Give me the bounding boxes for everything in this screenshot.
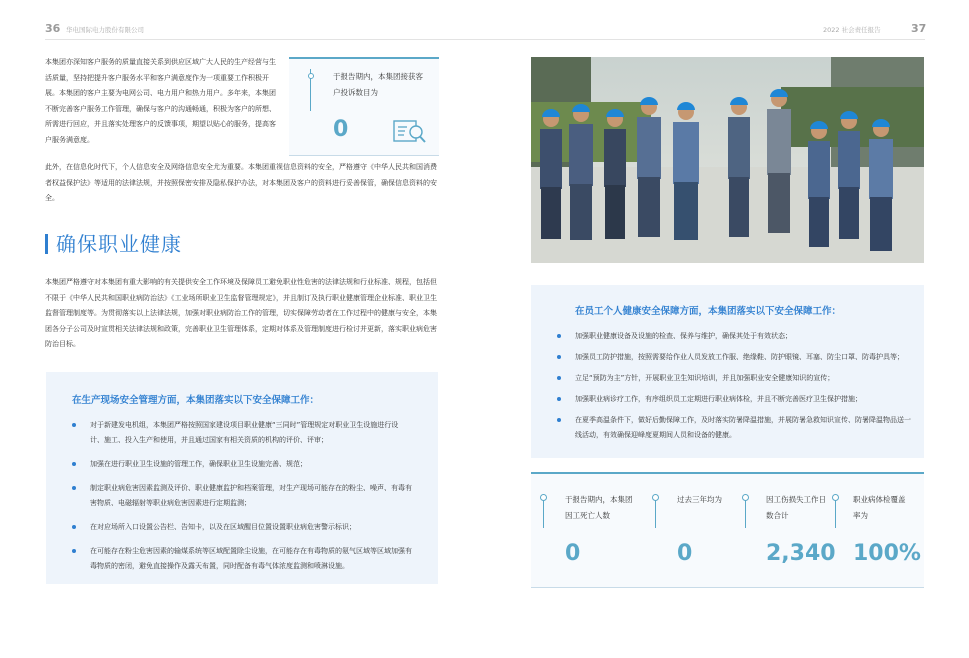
stat-label: 过去三年均为 <box>677 495 722 504</box>
stat-dot <box>742 494 749 501</box>
section-body: 本集团严格遵守对本集团有重大影响的有关提供安全工作环境及保障员工避免职业性危害的法律法规和行业标准、规程，包括但不限于《中华人民共和国职业病防治法》《工业场所职业卫生监督管理规定》，并且制订及执行职业健康管理企业标准、职业卫生监督管理制度等。为贯彻落实以上法律法规，加强对职业病防治工作的管理，切实保障劳动者在工作过程中的健康与安全，本集团各分子公司及时宣贯相关法律法规和政策，完善职业卫生管理体系，定期对体系及管理制度进行检讨并更新，落实职业病危害防治目标。 <box>45 278 437 348</box>
list-item: 在夏季高温条件下，做好后勤保障工作，及时落实防暑降温措施，并展防暑急救知识宣传、防暑降温物品送一线活动，有效确保迎峰度夏期间人员和设备的健康。 <box>557 413 911 443</box>
stat-dot <box>540 494 547 501</box>
header-divider <box>45 39 925 40</box>
stat-dotline <box>745 498 746 528</box>
complaint-label: 于报告期内，本集团接获客户投诉数目为 <box>333 72 423 97</box>
company-name: 华电国际电力股份有限公司 <box>66 26 144 34</box>
page-number-right: 37 <box>911 22 927 35</box>
list-item: 加强职业健康设备及设施的检查、保养与维护，确保其处于有效状态； <box>557 329 911 344</box>
document-search-icon <box>393 119 427 149</box>
page-number-left: 36 <box>45 22 61 35</box>
list-item: 制定职业病危害因素监测及评价、职业健康监护和档案管理，对生产现场可能存在的粉尘、噪声、有毒有害物质、电磁辐射等职业病危害因素进行定期监测； <box>72 481 412 511</box>
stat-value: 100% <box>853 541 921 566</box>
site-safety-box <box>46 372 438 584</box>
stat-value: 0 <box>677 541 693 566</box>
stat-dotline <box>543 498 544 528</box>
list-item: 加强员工防护措施，按照需要给作业人员发放工作服、绝缘鞋、防护眼镜、耳塞、防尘口罩、防毒护具等； <box>557 350 911 365</box>
personal-safety-box <box>531 285 924 458</box>
list-item: 加强职业病诊疗工作，有序组织员工定期进行职业病体检，并且不断完善医疗卫生保护措施； <box>557 392 911 407</box>
stat-dotline <box>835 498 836 528</box>
stat-label: 因工伤损失工作日数合计 <box>766 495 826 520</box>
personal-safety-list <box>557 329 911 449</box>
complaint-callout <box>289 57 439 156</box>
stat-label: 于报告期内，本集团因工死亡人数 <box>565 495 633 520</box>
intro-paragraph: 本集团亦深知客户服务的质量直接关系到供应区域广大人民的生产经营与生活质量，坚持把提升客户服务水平和客户满意度作为一项重要工作积极开展。本集团的客户主要为电网公司、电力用户和热力用户。多年来，本集团不断完善客户服务工作管理，确保与客户的沟通畅通，积极为客户的所想、所需进行回应，并且落实处理客户的反馈事项，期望以贴心的服务，提高客户服务满意度。 <box>45 58 276 144</box>
stat-dotline <box>655 498 656 528</box>
privacy-paragraph: 此外，在信息化时代下，个人信息安全及网络信息安全尤为重要。本集团重视信息资料的安全，严格遵守《中华人民共和国消费者权益保护法》等适用的法律法规，并按照保密安排及隐私保护办法，对本集团及客户的资料进行妥善保管，确保信息资料的安全。 <box>45 163 437 202</box>
section-title-bar <box>45 234 48 254</box>
stat-value: 0 <box>565 541 581 566</box>
section-title: 确保职业健康 <box>56 232 182 256</box>
personal-safety-title: 在员工个人健康安全保障方面，本集团落实以下安全保障工作： <box>575 306 842 317</box>
list-item: 在可能存在粉尘危害因素的输煤系统等区域配置除尘设施，在可能存在有毒物质的氨气区域等区域加强有毒物质的密闭，避免直接操作及露天布置，同时配备有毒气体浓度监测和喷淋设施。 <box>72 544 412 574</box>
report-title: 2022 社会责任报告 <box>823 26 881 34</box>
site-safety-list <box>72 418 412 583</box>
stat-value: 2,340 <box>766 541 836 566</box>
site-safety-title: 在生产现场安全管理方面，本集团落实以下安全保障工作： <box>72 395 320 406</box>
stat-dot <box>832 494 839 501</box>
callout-dot <box>308 73 314 79</box>
stat-dot <box>652 494 659 501</box>
list-item: 加强在进行职业卫生设施的管理工作，确保职业卫生设施完善、规范； <box>72 457 412 472</box>
complaint-value: 0 <box>333 117 349 142</box>
stat-label: 职业病体检覆盖率为 <box>853 495 906 520</box>
workers-photo <box>531 57 924 263</box>
stats-panel <box>531 472 924 588</box>
list-item: 立足“预防为主”方针，开展职业卫生知识培训，并且加强职业安全健康知识的宣传； <box>557 371 911 386</box>
list-item: 在对应场所入口设置公告栏、告知卡，以及在区域醒目位置设置职业病危害警示标识； <box>72 520 412 535</box>
list-item: 对于新建发电机组，本集团严格按照国家建设项目职业健康“三同时”管理规定对职业卫生设施进行设计、施工、投入生产和使用，并且通过国家有相关资质的机构的评价、评审； <box>72 418 412 448</box>
